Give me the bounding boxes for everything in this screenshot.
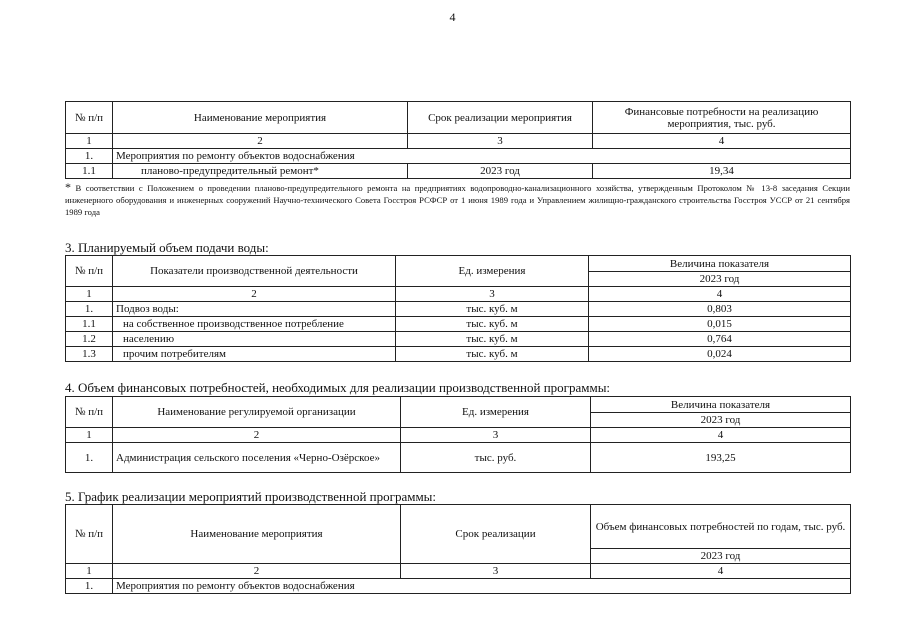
row-unit: тыс. куб. м: [396, 302, 589, 317]
footnote-star: *: [65, 180, 71, 194]
row-number: 1.3: [66, 347, 113, 362]
index-cell: 1: [66, 564, 113, 579]
index-cell: 4: [591, 428, 851, 443]
table-header-row: [66, 505, 851, 549]
row-number: 1.: [66, 302, 113, 317]
row-number: 1.1: [66, 164, 113, 179]
index-row: [66, 287, 851, 302]
table-row: [66, 302, 851, 317]
row-name: Подвоз воды:: [113, 302, 396, 317]
header-cell: Величина показателя: [591, 397, 851, 413]
row-name: прочим потребителям: [113, 347, 396, 362]
year-cell: 2023 год: [591, 413, 851, 428]
header-cell: Срок реализации: [401, 505, 591, 564]
financial-needs-table: [65, 396, 851, 473]
water-supply-table: [65, 255, 851, 362]
section-3-title: 3. Планируемый объем подачи воды:: [65, 240, 269, 255]
section-row: [66, 149, 851, 164]
header-cell: Финансовые потребности на реализацию мероприятия, тыс. руб.: [593, 102, 851, 134]
header-cell: Объем финансовых потребностей по годам, тыс. руб.: [591, 505, 851, 549]
index-cell: 3: [396, 287, 589, 302]
row-name: Администрация сельского поселения «Черно-Озёрское»: [113, 443, 401, 473]
row-unit: тыс. куб. м: [396, 347, 589, 362]
header-cell: Показатели производственной деятельности: [113, 256, 396, 287]
header-cell: Ед. измерения: [396, 256, 589, 287]
header-cell: Срок реализации мероприятия: [408, 102, 593, 134]
section-row: [66, 579, 851, 594]
row-number: 1.: [66, 579, 113, 594]
row-number: 1.1: [66, 317, 113, 332]
row-name: на собственное производственное потребление: [113, 317, 396, 332]
index-cell: 4: [589, 287, 851, 302]
row-name: Мероприятия по ремонту объектов водоснабжения: [113, 149, 851, 164]
header-cell: № п/п: [66, 102, 113, 134]
year-cell: 2023 год: [591, 549, 851, 564]
row-name: населению: [113, 332, 396, 347]
index-cell: 4: [593, 134, 851, 149]
row-value: 19,34: [593, 164, 851, 179]
row-value: 193,25: [591, 443, 851, 473]
schedule-table: [65, 504, 851, 594]
table-row: [66, 443, 851, 473]
index-row: [66, 134, 851, 149]
index-cell: 3: [401, 428, 591, 443]
index-cell: 2: [113, 428, 401, 443]
table-header-row: [66, 397, 851, 413]
header-cell: № п/п: [66, 397, 113, 428]
row-term: 2023 год: [408, 164, 593, 179]
header-cell: Наименование мероприятия: [113, 505, 401, 564]
row-value: 0,015: [589, 317, 851, 332]
footnote: [65, 181, 850, 218]
table-row: [66, 347, 851, 362]
row-value: 0,803: [589, 302, 851, 317]
row-number: 1.2: [66, 332, 113, 347]
header-cell: Ед. измерения: [401, 397, 591, 428]
row-value: 0,764: [589, 332, 851, 347]
table-header-row: [66, 102, 851, 134]
page-number: 4: [449, 10, 456, 24]
index-cell: 4: [591, 564, 851, 579]
row-name: планово-предупредительный ремонт*: [113, 164, 408, 179]
row-number: 1.: [66, 149, 113, 164]
header-cell: № п/п: [66, 505, 113, 564]
index-cell: 3: [401, 564, 591, 579]
row-name: Мероприятия по ремонту объектов водоснабжения: [113, 579, 851, 594]
section-5-title: 5. График реализации мероприятий производственной программы:: [65, 489, 437, 504]
index-cell: 3: [408, 134, 593, 149]
table-header-row: [66, 256, 851, 272]
table-row: [66, 164, 851, 179]
table-row: [66, 317, 851, 332]
index-cell: 2: [113, 287, 396, 302]
header-cell: Наименование мероприятия: [113, 102, 408, 134]
table-row: [66, 332, 851, 347]
row-number: 1.: [66, 443, 113, 473]
footnote-text: В соответствии с Положением о проведении планово-предупредительного ремонта на предприятиях водопроводно-канализационного хозяйства, утвержденным Протоколом № 13-8 заседания Секции инженерного оборудования и инженерных сооружений Научно-технического Совета Госстроя РСФСР от 1 июня 1989 года и Управлением жилищно-гражданского строительства Госстроя УССР от 21 сентября 1989 года: [65, 183, 850, 217]
index-cell: 1: [66, 134, 113, 149]
index-cell: 2: [113, 564, 401, 579]
row-unit: тыс. руб.: [401, 443, 591, 473]
index-row: [66, 428, 851, 443]
header-cell: Наименование регулируемой организации: [113, 397, 401, 428]
activities-table: [65, 101, 851, 179]
index-row: [66, 564, 851, 579]
section-4-title: 4. Объем финансовых потребностей, необходимых для реализации производственной программы:: [65, 380, 611, 395]
row-unit: тыс. куб. м: [396, 317, 589, 332]
index-cell: 2: [113, 134, 408, 149]
header-cell: Величина показателя: [589, 256, 851, 272]
index-cell: 1: [66, 287, 113, 302]
row-unit: тыс. куб. м: [396, 332, 589, 347]
row-value: 0,024: [589, 347, 851, 362]
year-cell: 2023 год: [589, 272, 851, 287]
header-cell: № п/п: [66, 256, 113, 287]
index-cell: 1: [66, 428, 113, 443]
